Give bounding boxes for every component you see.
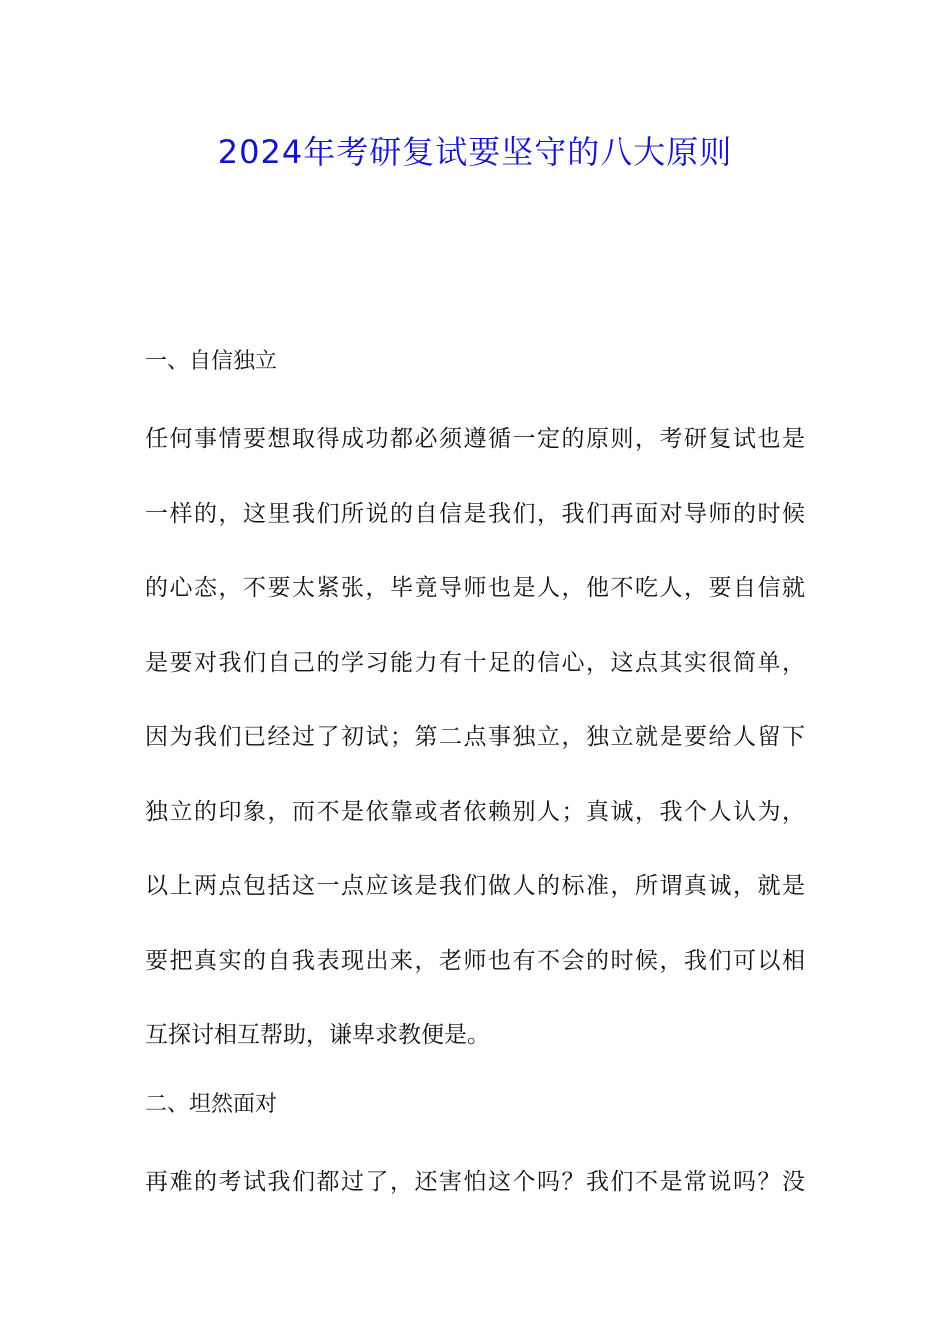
paragraph-line: 互探讨相互帮助，谦卑求教便是。	[145, 1022, 490, 1048]
paragraph-line: 要把真实的自我表现出来，老师也有不会的时候，我们可以相	[145, 947, 805, 974]
section-heading-1: 一、自信独立	[145, 349, 278, 374]
paragraph-line: 因为我们已经过了初试；第二点事独立，独立就是要给人留下	[145, 724, 805, 750]
paragraph-line: 独立的印象，而不是依靠或者依赖别人；真诚，我个人认为，	[145, 798, 805, 825]
document-body	[145, 330, 805, 1219]
paragraph-line: 再难的考试我们都过了，还害怕这个吗？我们不是常说吗？没	[145, 1168, 805, 1195]
paragraph-line: 任何事情要想取得成功都必须遵循一定的原则，考研复试也是	[145, 426, 805, 452]
paragraph-line: 以上两点包括这一点应该是我们做人的标准，所谓真诚，就是	[145, 873, 805, 899]
section-paragraph-1	[145, 402, 805, 1073]
document-title: 2024年考研复试要坚守的八大原则	[217, 133, 733, 171]
paragraph-line: 一样的，这里我们所说的自信是我们，我们再面对导师的时候	[145, 500, 805, 527]
paragraph-line: 是要对我们自己的学习能力有十足的信心，这点其实很简单，	[145, 649, 805, 676]
section-paragraph-2	[145, 1145, 805, 1220]
paragraph-line: 的心态，不要太紧张，毕竟导师也是人，他不吃人，要自信就	[145, 575, 805, 601]
section-heading-2: 二、坦然面对	[145, 1091, 278, 1117]
